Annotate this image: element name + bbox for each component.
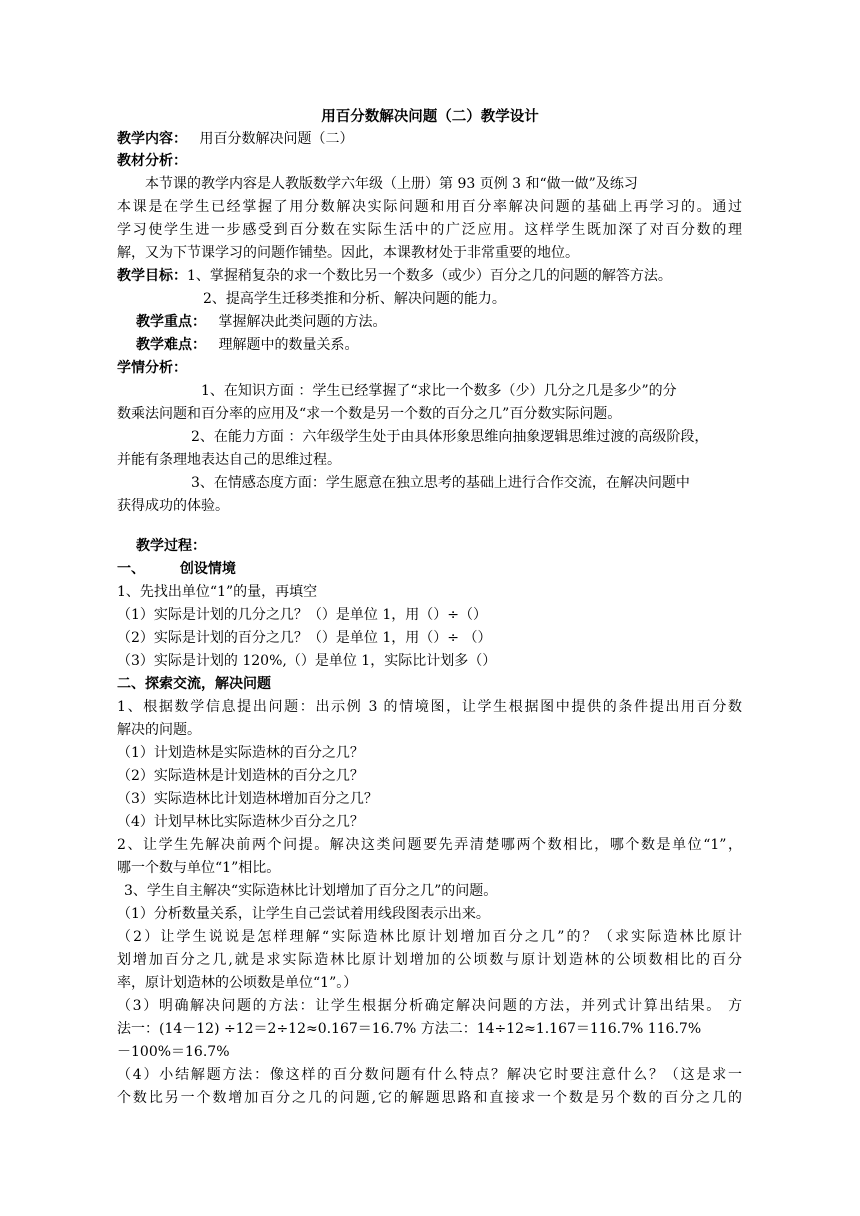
analysis-line: 解，又为下节课学习的问题作铺垫。因此，本课教材处于非常重要的地位。 (117, 245, 579, 261)
teaching-goal-item: 1、掌握稍复杂的求一个数比另一个数多（或少）百分之几的问题的解答方法。 (187, 268, 672, 284)
section-two-line: －100%＝16.7% (117, 1044, 230, 1060)
section-two-title: 二、探索交流，解决问题 (117, 676, 271, 692)
section-two-line: （3）实际造林比计划造林增加百分之几？ (117, 791, 378, 807)
section-two-line: 哪一个数与单位“1”相比。 (117, 860, 281, 876)
key-point-label: 教学重点： (136, 314, 206, 330)
learner-line: 获得成功的体验。 (117, 498, 229, 514)
section-two-line: （1）分析数量关系，让学生自己尝试着用线段图表示出来。 (117, 906, 490, 922)
section-one-number: 一、 (117, 561, 145, 577)
analysis-line: 本节课的教学内容是人教版数学六年级（上册）第 93 页例 3 和“做一做”及练习 (145, 176, 638, 192)
learner-line: 1、在知识方面 ：学生已经掌握了“求比一个数多（少）几分之几是多少”的分 (201, 383, 677, 399)
section-one-title: 创设情境 (179, 561, 236, 577)
analysis-label: 教材分析： (117, 153, 187, 169)
section-two-line: （3）明确解决问题的方法：让学生根据分析确定解决问题的方法，并列式计算出结果。 方 (117, 998, 742, 1014)
difficulty-value: 理解题中的数量关系。 (218, 337, 359, 353)
section-two-line: 1、根据数学信息提出问题：出示例 3 的情境图，让学生根据图中提供的条件提出用百分数 (117, 699, 742, 715)
teaching-content-value: 用百分数解决问题（二） (199, 131, 354, 147)
section-two-line: 2、让学生先解决前两个问提。解决这类问题要先弄清楚哪两个数相比，哪个数是单位“1”， (117, 837, 742, 853)
learner-analysis-label: 学情分析： (117, 360, 187, 376)
section-one-line: 1、先找出单位“1”的量，再填空 (117, 584, 318, 600)
section-one-line: （3）实际是计划的 120%,（）是单位 1，实际比计划多（） (117, 653, 497, 669)
difficulty (136, 334, 761, 356)
document-title: 用百分数解决问题（二）教学设计 (321, 108, 539, 125)
section-two-line: 法一：(14－12) ÷12＝2÷12≈0.167＝16.7% 方法二：14÷12≈1.167＝116.7% 116.7% (117, 1021, 702, 1037)
section-two-line: （1）计划造林是实际造林的百分之几？ (117, 745, 364, 761)
section-one-line: （1）实际是计划的几分之几？（）是单位 1，用（）÷（） (117, 607, 487, 623)
section-two-line: 3、学生自主解决“实际造林比计划增加了百分之几”的问题。 (124, 883, 498, 899)
section-two-line: （4）小结解题方法：像这样的百分数问题有什么特点？解决它时要注意什么？（这是求一 (117, 1067, 742, 1083)
analysis-line: 学习使学生进一步感受到百分数在实际生活中的广泛应用。这样学生既加深了对百分数的理 (117, 222, 742, 238)
process-label: 教学过程： (136, 538, 206, 554)
difficulty-label: 教学难点： (136, 337, 206, 353)
section-one-heading (117, 558, 742, 580)
learner-line: 并能有条理地表达自己的思维过程。 (117, 452, 341, 468)
learner-line: 2、在能力方面 ：六年级学生处于由具体形象思维向抽象逻辑思维过渡的高级阶段， (191, 429, 709, 445)
section-two-line: 率，原计划造林的公顷数是单位“1”。） (117, 975, 358, 991)
analysis-line: 本课是在学生已经掌握了用分数解决实际问题和用百分率解决问题的基础上再学习的。通过 (117, 199, 742, 215)
key-point (136, 311, 761, 333)
section-two-line: 划增加百分之几,就是求实际造林比原计划增加的公顷数与原计划造林的公顷数相比的百分 (117, 952, 742, 968)
section-two-line: 个数比另一个数增加百分之几的问题,它的解题思路和直接求一个数是另个数的百分之几的 (117, 1090, 742, 1106)
learner-line: 3、在情感态度方面：学生愿意在独立思考的基础上进行合作交流，在解决问题中 (191, 475, 690, 491)
teaching-goals-label: 教学目标： (117, 268, 187, 284)
section-one-line: （2）实际是计划的百分之几？（）是单位 1，用（）÷ （） (117, 630, 492, 646)
teaching-content (117, 128, 742, 150)
teaching-content-label: 教学内容： (117, 131, 187, 147)
teaching-goal-item: 2、提高学生迁移类推和分析、解决问题的能力。 (203, 291, 506, 307)
section-two-line: 解决的问题。 (117, 722, 201, 738)
section-two-line: （2）让学生说说是怎样理解“实际造林比原计划增加百分之几”的？（求实际造林比原计 (117, 929, 742, 945)
learner-line: 数乘法问题和百分率的应用及“求一个数是另一个数的百分之几”百分数实际问题。 (117, 406, 622, 422)
teaching-goals (117, 265, 742, 287)
key-point-value: 掌握解决此类问题的方法。 (218, 314, 387, 330)
section-two-line: （2）实际造林是计划造林的百分之几？ (117, 768, 364, 784)
section-two-line: （4）计划早林比实际造林少百分之几？ (117, 814, 364, 830)
